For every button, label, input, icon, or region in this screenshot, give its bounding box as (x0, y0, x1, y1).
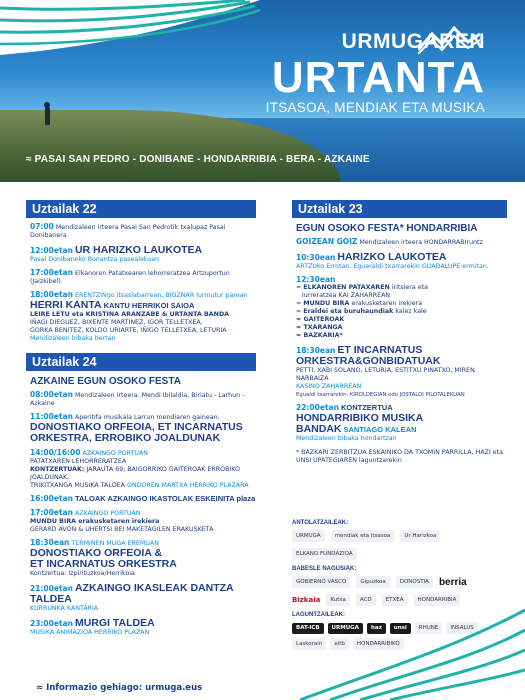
sponsor-logo-berria: berria (438, 576, 467, 588)
hero-banner (0, 0, 525, 182)
brand-block (266, 30, 485, 115)
sponsor-logo: GOBIERNO VASCO (292, 576, 350, 588)
event-item (30, 391, 256, 408)
organizer-logo: ELKANO FUNDAZIOA (292, 548, 357, 560)
event-text: Elkanoren Patatxearen lehorreratzea Artzuportun (Jaizkibel). (30, 270, 230, 285)
event-title: ORKESTRA&GONBIDATUAK (296, 355, 441, 367)
event-time: 18:30ean (296, 346, 336, 355)
organizer-logo: Ur Harizkoa (400, 530, 440, 542)
collaborator-logo: URMUGA (328, 623, 363, 634)
sponsor-logo-bizkaia: Bizkaia (292, 596, 321, 604)
event-text: TERMINEN MUGA EREMUAN (71, 540, 159, 547)
event-line: IÑAGI DIEGUEZ, BIXENTE MARTINEZ, IGOR TELLETXEA, (30, 319, 203, 326)
event-item (30, 495, 256, 504)
collaborator-logo: eitb (330, 638, 349, 650)
event-item (30, 245, 256, 264)
sponsor-logo: ACD (356, 594, 376, 606)
sponsor-logo: Gipuzkoa (356, 576, 389, 588)
day24-header: Uztailak 24 (26, 353, 256, 371)
sponsors-row-2 (292, 594, 502, 606)
collaborator-logo: HONDARRIBIKO (353, 638, 404, 650)
event-line: erakusketaren irekiera (349, 300, 423, 307)
event-time: 10:30ean (296, 253, 336, 262)
event-line: Azkaine (30, 400, 55, 407)
event-item (30, 509, 256, 534)
right-column (292, 200, 507, 470)
event-item (296, 345, 507, 399)
organizers-row (292, 530, 502, 560)
event-title-sub: SANTIAGO KALEAN (343, 425, 417, 434)
event-line: KURRUNKA KANTARIA (30, 605, 99, 612)
event-time: GOIZEAN GOIZ (296, 237, 358, 246)
event-text: Aperitifa musikala Larrun mendiaren gainean: (74, 414, 220, 421)
event-text: Mendizaleen irteera. Mendi Ibilaldia. Biriatu - Larhun - (74, 392, 245, 399)
event-title: HERRI KANTA (30, 299, 102, 311)
sponsors-row (292, 576, 502, 588)
event-item (30, 539, 256, 578)
route-text: ≈ PASAI SAN PEDRO - DONIBANE - HONDARRIBIA - BERA - AZKAINE (26, 154, 370, 165)
event-text: AZKAINGO PORTUAN (74, 510, 141, 517)
event-line-bold: ELKANOREN PATAXAREN (303, 284, 390, 291)
event-line-bold: Eraldei eta buruhaundiak (303, 308, 394, 315)
day23-header: Uztailak 23 (292, 200, 507, 218)
event-item (296, 252, 507, 271)
sponsor-logo: HONDARRIBIA (414, 594, 461, 606)
event-title: ET INCARNATUS ORKESTRA (30, 558, 177, 570)
collaborator-logo: haz (367, 623, 386, 634)
footnote-line: UNSI UPATEGIAREN laguntzarekin (296, 457, 402, 464)
event-title: DONOSTIAKO ORFEOIA, ET INCARNATUS (30, 421, 243, 433)
event-line: TXARANGA (303, 324, 343, 331)
footnote (296, 449, 507, 465)
sponsor-logo: Kutxa (326, 594, 350, 606)
day22-header: Uztailak 22 (26, 200, 256, 218)
event-title: HARIZKO LAUKOTEA (337, 251, 447, 263)
event-title: DONOSTIAKO ORFEOIA & (30, 547, 163, 559)
event-line: Mendizaleen bibaka bertan (30, 335, 116, 342)
sponsors-label: BABESLE NAGUSIAK: (292, 566, 357, 572)
footnote-line: * BAZKARI ZERBITZUA ESKAINIKO DA TXOMIN PARRILLA, HAZI eta (296, 449, 504, 456)
collaborator-logo: INSALUS (446, 622, 477, 634)
event-time: 18:00etan (30, 290, 73, 299)
hiker-figure (45, 107, 50, 125)
event-line: BAZKARIA* (303, 332, 343, 339)
brand-line1: URMUGAREN (341, 30, 485, 53)
event-item (30, 291, 256, 343)
day24-subheader: AZKAINE EGUN OSOKO FESTA (30, 376, 181, 387)
event-text: AZKAINGO PORTUAN (82, 450, 149, 457)
event-line-bold: MUNDU BIRA (303, 300, 350, 307)
event-time: 08:00etan (30, 390, 73, 399)
event-subtext: Pasai Donibaneko Bonantza pasealekuan (30, 256, 160, 263)
event-text: Mendizaleen irteera Pasai San Pedrotik txalupaz Pasai Donibanera (30, 224, 226, 239)
event-time: 12:30ean (296, 275, 336, 284)
event-line: Egualdi txarrarekin: KIROLDEGIAN edo JOSTALDI PILOTALEKUAN (296, 392, 465, 398)
sponsor-logos (292, 520, 502, 656)
event-time: 16:00etan (30, 494, 73, 503)
event-line: Kontzertua: Izpirituzkoa/Herrikoia (30, 570, 135, 577)
event-line: iritsiera eta (389, 284, 428, 291)
event-time: 22:00etan (296, 403, 339, 412)
event-line: KASINO ZAHARREAN (296, 383, 362, 390)
event-title: AZKAINGO IKASLEAK DANTZA TALDEA (30, 582, 234, 605)
left-column (26, 200, 256, 642)
event-time: 17:00etan (30, 508, 73, 517)
event-title: BANDAK (296, 423, 342, 435)
event-line: GORKA BENITEZ, KOLDO URIARTE, IÑIGO TELLETXEA, LETURIA (30, 327, 227, 334)
collaborators-row (292, 622, 502, 650)
event-time: 14:00/16:00 (30, 448, 81, 457)
event-line: MUNDU BIRA erakusketaren irekiera (30, 518, 160, 525)
event-text: Mendizaleen irteera HONDARRABIruntz (359, 239, 483, 246)
event-item (30, 583, 256, 613)
organizers-label: ANTOLATZAILEAK: (292, 520, 349, 526)
event-line: PETTI, XABI SOLANO, LETURIA, ESTITXU PINATXO, MIREN NARBAIZA (296, 367, 475, 382)
event-title: UR HARIZKO LAUKOTEA (74, 244, 203, 256)
event-item: 12:30ean ≈ ELKANOREN PATAXAREN iritsiera eta lurreratzea KAI ZAHARREAN ≈ MUNDU BIRA erakusketaren irekiera ≈ Eraldei eta buruhaundiak kalez kale ≈ GAITEROAK ≈ TXARANGA ≈ BAZKARIA* (296, 276, 507, 340)
event-time: 17:00etan (30, 268, 73, 277)
event-item (30, 223, 256, 240)
event-title: MURGI TALDEA (74, 617, 155, 629)
event-line: GAITEROAK (303, 316, 345, 323)
event-time: 18:30ean (30, 538, 70, 547)
collaborators-label: LAGUNTZAILEAK: (292, 612, 345, 618)
sponsor-logo: DONOSTIA (396, 576, 433, 588)
event-line: PATATXAREN LEHORRERATZEA (30, 458, 127, 465)
event-line: lurreratzea KAI ZAHARREAN (302, 292, 391, 299)
event-line: GERARD AVON & UHERTSI BEI MAKETAGILEN ERAKUSKETA (30, 526, 214, 533)
event-title: ORKESTRA, ERROBIKO JOALDUNAK (30, 432, 221, 444)
event-line: TRIKITXANGA MUSIKA TALDEA (30, 482, 127, 489)
event-item (296, 404, 507, 443)
organizer-logo: mendiak eta itsasoa (331, 530, 395, 542)
event-line: ARTZUko Errotan. Egueraldi txarrarekin GUADALUPE ermitan. (296, 263, 489, 270)
event-title-sub: KANTU HERRIKOI SAIOA (103, 301, 195, 310)
event-line-bold: KONTZERTUAK: (30, 466, 85, 473)
event-line: Mendizaleen bibaka hondartzan (296, 435, 397, 442)
collaborator-logo: Laskorain (292, 638, 326, 650)
event-line-accent: ONDOREN MARTXA HERRIKO PLAZARA (126, 482, 249, 489)
event-title: ET INCARNATUS (337, 344, 423, 356)
brand-tagline: ITSASOA, MENDIAK ETA MUSIKA (265, 100, 485, 115)
event-text: KONTZERTUA (340, 403, 393, 412)
event-item (30, 269, 256, 286)
collaborator-logo: BAT-ICB (292, 623, 324, 634)
sponsor-logo: ETXEA (382, 594, 408, 606)
event-time: 23:00etan (30, 619, 73, 628)
event-line: kalez kale (393, 308, 427, 315)
event-item (296, 238, 507, 247)
event-time: 11:00etan (30, 412, 73, 421)
footer-info-link[interactable]: ≈ Informazio gehiago: urmuga.eus (36, 683, 203, 693)
organizer-logo: URMUGA (292, 530, 325, 542)
event-time: 21:00etan (30, 584, 73, 593)
event-line: LEIRE LETU eta KRISTINA ARANZABE & URTANTA BANDA (30, 311, 230, 318)
event-title: HONDARRIBIKO MUSIKA (296, 412, 424, 424)
collaborator-logo: RHUNE (415, 622, 443, 634)
brand-title: URTANTA (271, 53, 485, 102)
collaborator-logo: unsi (390, 623, 411, 634)
event-text: ERENTZINgo itsaslabarrean, BIOZNAR lurmutur parean (74, 292, 248, 299)
day23-subheader: EGUN OSOKO FESTA* HONDARRIBIA (296, 223, 478, 234)
event-line: MUSIKA ANIMAZIOA HERRIKO PLAZAN (30, 629, 150, 636)
event-item (30, 449, 256, 490)
event-time: 12:00etan (30, 246, 73, 255)
event-text: TALOAK AZKAINGO IKASTOLAK ESKEINITA plaza (74, 494, 256, 503)
event-item (30, 413, 256, 444)
event-line: JARAUTA 69, BAIGORRIKO GAITEROAK ERROBIKO JOALDUNAK, (30, 466, 241, 481)
event-item (30, 618, 256, 637)
event-time: 07:00 (30, 222, 54, 231)
